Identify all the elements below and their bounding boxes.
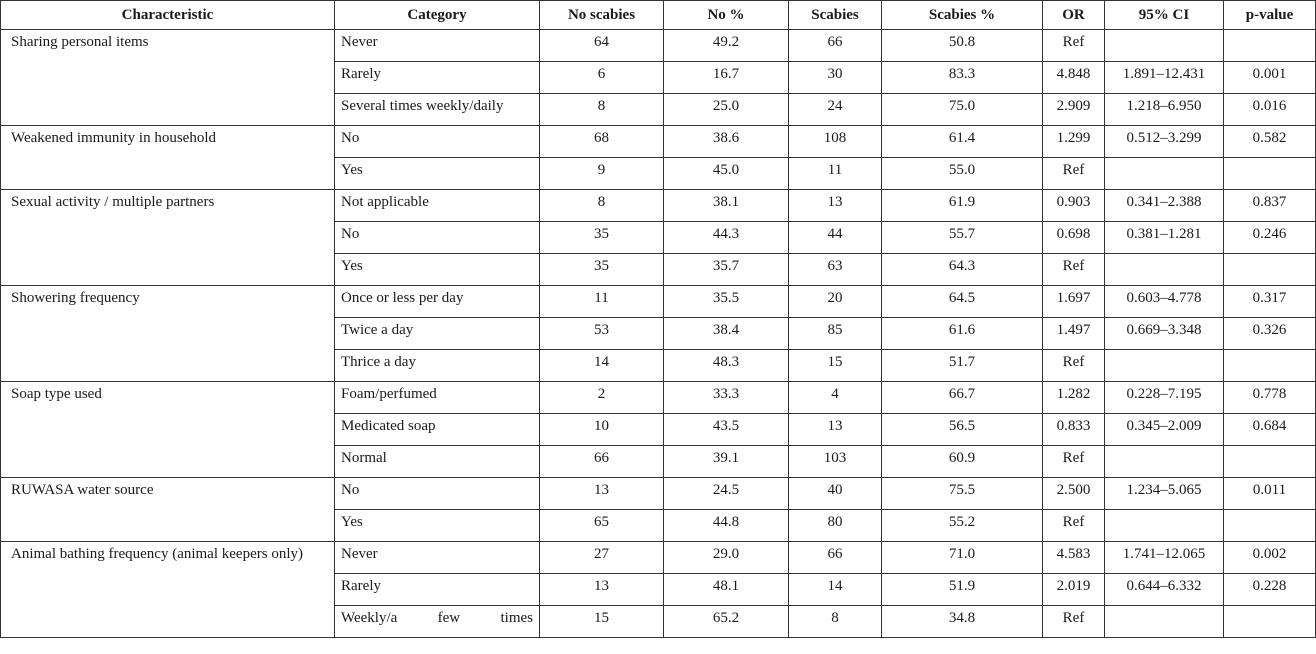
category-cell: Foam/perfumed [335,382,540,414]
category-cell: Rarely [335,574,540,606]
scabies-pct-cell: 64.3 [882,254,1043,286]
category-cell: No [335,222,540,254]
category-cell: Rarely [335,62,540,94]
or-cell: 0.903 [1043,190,1105,222]
scabies-cell: 8 [789,606,882,638]
category-cell: No [335,478,540,510]
table-body [1,30,1316,638]
p-value-cell: 0.001 [1224,62,1316,94]
category-cell: Yes [335,158,540,190]
or-cell: Ref [1043,30,1105,62]
or-cell: 2.909 [1043,94,1105,126]
ci-cell: 1.741–12.065 [1105,542,1224,574]
no-scabies-cell: 66 [540,446,664,478]
category-cell: Not applicable [335,190,540,222]
no-scabies-cell: 27 [540,542,664,574]
table-row [1,542,1316,574]
p-value-cell [1224,30,1316,62]
category-cell: Never [335,542,540,574]
no-pct-cell: 33.3 [664,382,789,414]
ci-cell [1105,606,1224,638]
p-value-cell: 0.228 [1224,574,1316,606]
p-value-cell: 0.317 [1224,286,1316,318]
p-value-cell [1224,446,1316,478]
characteristic-cell: Sharing personal items [1,30,335,126]
ci-cell: 1.234–5.065 [1105,478,1224,510]
scabies-pct-cell: 55.0 [882,158,1043,190]
scabies-pct-cell: 64.5 [882,286,1043,318]
ci-cell: 0.381–1.281 [1105,222,1224,254]
scabies-cell: 30 [789,62,882,94]
or-cell: Ref [1043,606,1105,638]
no-scabies-cell: 2 [540,382,664,414]
scabies-cell: 80 [789,510,882,542]
or-cell: 1.497 [1043,318,1105,350]
scabies-pct-cell: 61.9 [882,190,1043,222]
ci-cell [1105,30,1224,62]
scabies-cell: 24 [789,94,882,126]
scabies-pct-cell: 60.9 [882,446,1043,478]
or-cell: 2.019 [1043,574,1105,606]
or-cell: 0.698 [1043,222,1105,254]
p-value-cell: 0.684 [1224,414,1316,446]
ci-cell [1105,510,1224,542]
no-pct-cell: 16.7 [664,62,789,94]
ci-cell: 0.345–2.009 [1105,414,1224,446]
scabies-cell: 66 [789,542,882,574]
ci-cell [1105,158,1224,190]
scabies-pct-cell: 34.8 [882,606,1043,638]
no-scabies-cell: 53 [540,318,664,350]
scabies-cell: 108 [789,126,882,158]
scabies-cell: 20 [789,286,882,318]
no-scabies-cell: 65 [540,510,664,542]
scabies-cell: 13 [789,414,882,446]
no-pct-cell: 38.6 [664,126,789,158]
no-scabies-cell: 8 [540,94,664,126]
category-cell: Normal [335,446,540,478]
p-value-cell [1224,158,1316,190]
scabies-cell: 40 [789,478,882,510]
table-row [1,478,1316,510]
no-scabies-cell: 11 [540,286,664,318]
scabies-cell: 15 [789,350,882,382]
or-cell: Ref [1043,350,1105,382]
p-value-cell: 0.246 [1224,222,1316,254]
or-cell: 2.500 [1043,478,1105,510]
characteristic-cell: RUWASA water source [1,478,335,542]
p-value-cell [1224,606,1316,638]
p-value-cell: 0.016 [1224,94,1316,126]
no-scabies-cell: 64 [540,30,664,62]
no-pct-cell: 35.7 [664,254,789,286]
ci-cell [1105,446,1224,478]
scabies-pct-cell: 51.9 [882,574,1043,606]
header-row [1,1,1316,30]
no-scabies-cell: 10 [540,414,664,446]
no-pct-cell: 29.0 [664,542,789,574]
scabies-pct-cell: 75.5 [882,478,1043,510]
characteristic-cell: Sexual activity / multiple partners [1,190,335,286]
no-pct-cell: 24.5 [664,478,789,510]
category-cell: Medicated soap [335,414,540,446]
category-cell: Never [335,30,540,62]
no-pct-cell: 48.1 [664,574,789,606]
scabies-cell: 66 [789,30,882,62]
no-scabies-cell: 13 [540,574,664,606]
characteristic-cell: Showering frequency [1,286,335,382]
p-value-cell: 0.002 [1224,542,1316,574]
no-scabies-cell: 68 [540,126,664,158]
ci-cell [1105,350,1224,382]
table-row [1,30,1316,62]
no-pct-cell: 35.5 [664,286,789,318]
scabies-cell: 4 [789,382,882,414]
no-scabies-cell: 35 [540,254,664,286]
scabies-pct-cell: 83.3 [882,62,1043,94]
ci-cell: 0.644–6.332 [1105,574,1224,606]
or-cell: 1.282 [1043,382,1105,414]
scabies-pct-cell: 55.2 [882,510,1043,542]
p-value-cell: 0.582 [1224,126,1316,158]
category-cell: Once or less per day [335,286,540,318]
or-cell: Ref [1043,446,1105,478]
header-or: OR [1043,1,1105,30]
or-cell: 1.299 [1043,126,1105,158]
scabies-cell: 44 [789,222,882,254]
or-cell: 0.833 [1043,414,1105,446]
no-scabies-cell: 9 [540,158,664,190]
category-cell: Weekly/a few times [335,606,540,638]
scabies-pct-cell: 66.7 [882,382,1043,414]
table-row [1,190,1316,222]
header-category: Category [335,1,540,30]
category-cell: No [335,126,540,158]
no-pct-cell: 45.0 [664,158,789,190]
p-value-cell: 0.837 [1224,190,1316,222]
scabies-pct-cell: 51.7 [882,350,1043,382]
scabies-cell: 14 [789,574,882,606]
no-scabies-cell: 35 [540,222,664,254]
header-ci: 95% CI [1105,1,1224,30]
scabies-pct-cell: 71.0 [882,542,1043,574]
no-pct-cell: 49.2 [664,30,789,62]
category-cell: Thrice a day [335,350,540,382]
ci-cell: 1.218–6.950 [1105,94,1224,126]
no-scabies-cell: 13 [540,478,664,510]
no-pct-cell: 39.1 [664,446,789,478]
no-scabies-cell: 15 [540,606,664,638]
table-header [1,1,1316,30]
no-pct-cell: 38.1 [664,190,789,222]
or-cell: Ref [1043,254,1105,286]
p-value-cell [1224,510,1316,542]
header-p-value: p-value [1224,1,1316,30]
characteristic-cell: Weakened immunity in household [1,126,335,190]
scabies-pct-cell: 61.4 [882,126,1043,158]
no-pct-cell: 44.8 [664,510,789,542]
scabies-cell: 13 [789,190,882,222]
or-cell: Ref [1043,158,1105,190]
scabies-pct-cell: 75.0 [882,94,1043,126]
scabies-cell: 11 [789,158,882,190]
no-scabies-cell: 6 [540,62,664,94]
no-pct-cell: 65.2 [664,606,789,638]
scabies-cell: 103 [789,446,882,478]
scabies-pct-cell: 61.6 [882,318,1043,350]
ci-cell: 0.341–2.388 [1105,190,1224,222]
characteristic-cell: Soap type used [1,382,335,478]
p-value-cell: 0.011 [1224,478,1316,510]
header-no-pct: No % [664,1,789,30]
header-characteristic: Characteristic [1,1,335,30]
header-scabies: Scabies [789,1,882,30]
no-pct-cell: 25.0 [664,94,789,126]
or-cell: Ref [1043,510,1105,542]
no-scabies-cell: 14 [540,350,664,382]
ci-cell: 0.669–3.348 [1105,318,1224,350]
scabies-pct-cell: 55.7 [882,222,1043,254]
no-scabies-cell: 8 [540,190,664,222]
scabies-pct-cell: 50.8 [882,30,1043,62]
or-cell: 4.583 [1043,542,1105,574]
characteristic-cell: Animal bathing frequency (animal keepers only) [1,542,335,638]
scabies-cell: 85 [789,318,882,350]
ci-cell: 1.891–12.431 [1105,62,1224,94]
ci-cell: 0.603–4.778 [1105,286,1224,318]
scabies-pct-cell: 56.5 [882,414,1043,446]
p-value-cell [1224,350,1316,382]
or-cell: 4.848 [1043,62,1105,94]
no-pct-cell: 44.3 [664,222,789,254]
table-row [1,382,1316,414]
ci-cell: 0.512–3.299 [1105,126,1224,158]
no-pct-cell: 48.3 [664,350,789,382]
category-cell: Twice a day [335,318,540,350]
ci-cell [1105,254,1224,286]
p-value-cell: 0.326 [1224,318,1316,350]
no-pct-cell: 38.4 [664,318,789,350]
ci-cell: 0.228–7.195 [1105,382,1224,414]
or-cell: 1.697 [1043,286,1105,318]
header-scabies-pct: Scabies % [882,1,1043,30]
p-value-cell [1224,254,1316,286]
scabies-cell: 63 [789,254,882,286]
category-cell: Yes [335,510,540,542]
table-row [1,126,1316,158]
header-no-scabies: No scabies [540,1,664,30]
category-cell: Several times weekly/daily [335,94,540,126]
category-cell: Yes [335,254,540,286]
table-row [1,286,1316,318]
no-pct-cell: 43.5 [664,414,789,446]
p-value-cell: 0.778 [1224,382,1316,414]
